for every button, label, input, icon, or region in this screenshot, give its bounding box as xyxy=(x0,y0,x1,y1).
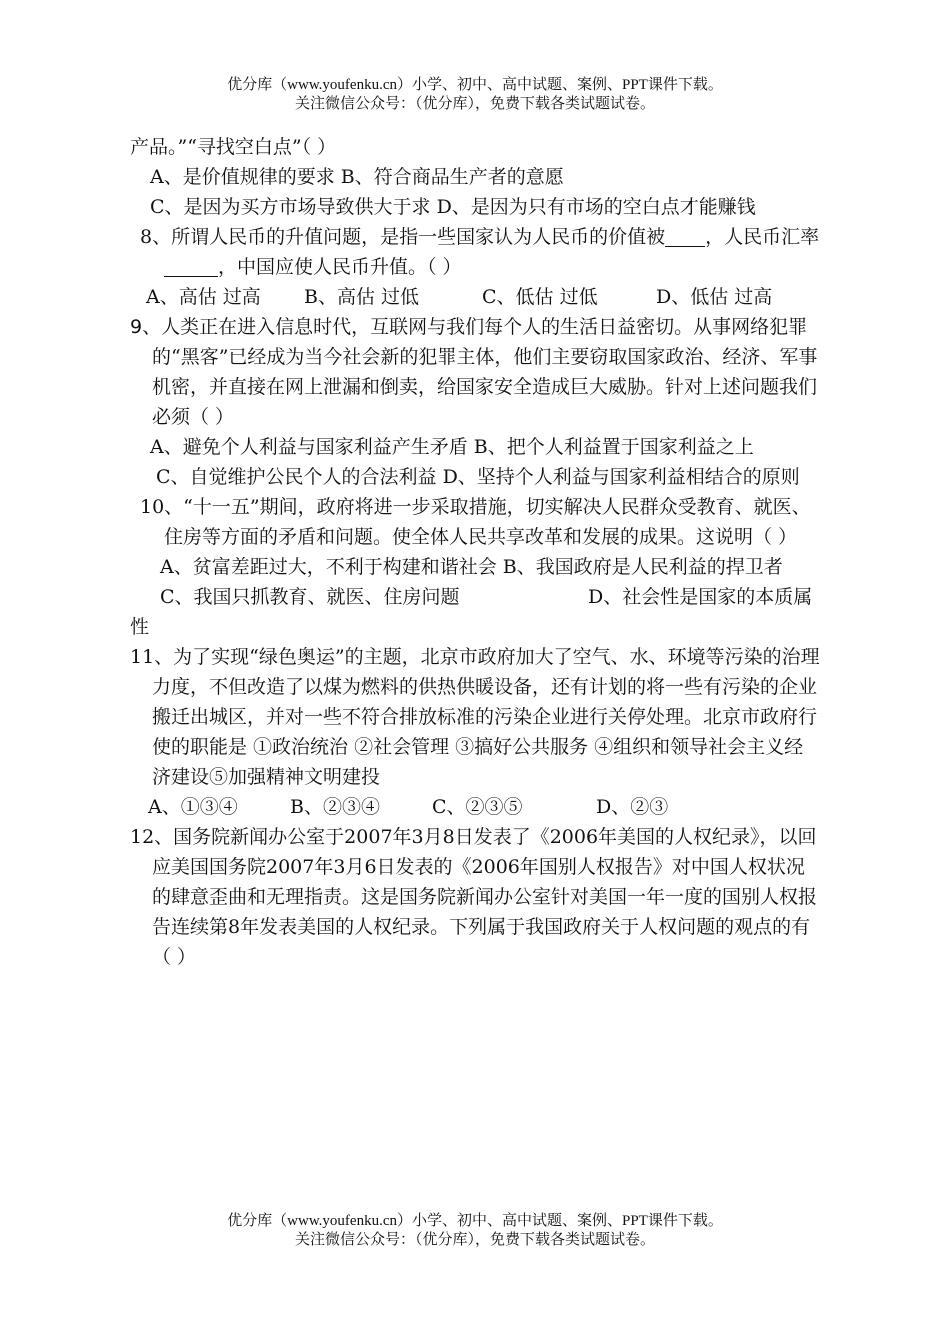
q10-stem: 10、“十一五”期间，政府将进一步采取措施，切实解决人民群众受教育、就医、住房等方面的矛盾和问题。使全体人民共享改革和发展的成果。这说明（ ） xyxy=(140,496,811,548)
q8-option-c: C、低估 过低 xyxy=(482,286,598,308)
q8-text-b: ，人民币汇率 xyxy=(705,226,820,248)
q11-option-c: C、②③⑤ xyxy=(432,796,523,818)
q11-option-b: B、②③④ xyxy=(290,796,380,818)
q11-option-d: D、②③ xyxy=(596,796,669,818)
q9-options-cd: C、自觉维护公民个人的合法利益 D、坚持个人利益与国家利益相结合的原则 xyxy=(156,466,800,488)
q8-option-b: B、高估 过低 xyxy=(304,286,420,308)
q10-option-d: D、社会性是国家的本质属性 xyxy=(130,586,813,638)
q12-stem: 12、国务院新闻办公室于2007年3月8日发表了《2006年美国的人权纪录》，以回应美国国务院2007年3月6日发表的《2006年国别人权报告》对中国人权状况的肆意歪曲和无理指责。这是国务院新闻办公室针对美国一年一度的国别人权报告连续第8年发表美国的人权纪录。下列属于我国政府关于人权问题的观点的有（ ） xyxy=(130,826,818,968)
q8-option-d: D、低估 过高 xyxy=(656,286,773,308)
header-line-2: 关注微信公众号：（优分库），免费下载各类试题试卷。 xyxy=(294,96,655,112)
header-line-1: 优分库（www.youfenku.cn）小学、初中、高中试题、案例、PPT课件下载。 xyxy=(227,77,723,93)
question-content xyxy=(130,132,820,972)
q7-tail: 产品。”“寻找空白点”（ ） xyxy=(130,136,337,158)
footer-line-1: 优分库（www.youfenku.cn）小学、初中、高中试题、案例、PPT课件下载。 xyxy=(227,1213,723,1229)
q11-stem: 11、为了实现“绿色奥运”的主题，北京市政府加大了空气、水、环境等污染的治理力度，不但改造了以煤为燃料的供热供暖设备，还有计划的将一些有污染的企业搬迁出城区，并对一些不符合排放标准的污染企业进行关停处理。北京市政府行使的职能是 ①政治统治 ②社会管理 ③搞好公共服务 ④组织和领导社会主义经济建设⑤加强精神文明建投 xyxy=(130,646,820,788)
q7-options-cd: C、是因为买方市场导致供大于求 D、是因为只有市场的空白点才能赚钱 xyxy=(150,196,756,218)
q8-options xyxy=(130,282,820,312)
q9-stem xyxy=(130,312,820,432)
q10-option-c: C、我国只抓教育、就医、住房问题 xyxy=(160,586,460,608)
q9-number: 9 xyxy=(130,316,143,338)
q8-blank-2 xyxy=(164,254,218,277)
q7-options-ab: A、是价值规律的要求 B、符合商品生产者的意愿 xyxy=(150,166,564,188)
q10-options-cd xyxy=(130,582,820,642)
q9-text: 、人类正在进入信息时代，互联网与我们每个人的生活日益密切。从事网络犯罪的“黑客”已经成为当今社会新的犯罪主体，他们主要窃取国家政治、经济、军事机密，并直接在网上泄漏和倒卖，给国家安全造成巨大威胁。针对上述问题我们必须（ ） xyxy=(142,316,818,428)
footer-line-2: 关注微信公众号：（优分库），免费下载各类试题试卷。 xyxy=(294,1232,655,1248)
q9-options-ab: A、避免个人利益与国家利益产生矛盾 B、把个人利益置于国家利益之上 xyxy=(150,436,754,458)
q8-stem xyxy=(130,222,820,282)
q8-option-a: A、高估 过高 xyxy=(146,286,261,308)
q11-option-a: A、①③④ xyxy=(148,796,238,818)
q11-options xyxy=(130,792,820,822)
q10-options-ab: A、贫富差距过大，不利于构建和谐社会 B、我国政府是人民利益的捍卫者 xyxy=(160,556,783,578)
page-footer xyxy=(0,1212,950,1250)
q8-text-a: 8、所谓人民币的升值问题，是指一些国家认为人民币的价值被 xyxy=(140,226,666,248)
page-header xyxy=(0,76,950,114)
q8-blank-1 xyxy=(665,224,705,247)
q8-text-c: ，中国应使人民币升值。（ ） xyxy=(218,256,462,278)
